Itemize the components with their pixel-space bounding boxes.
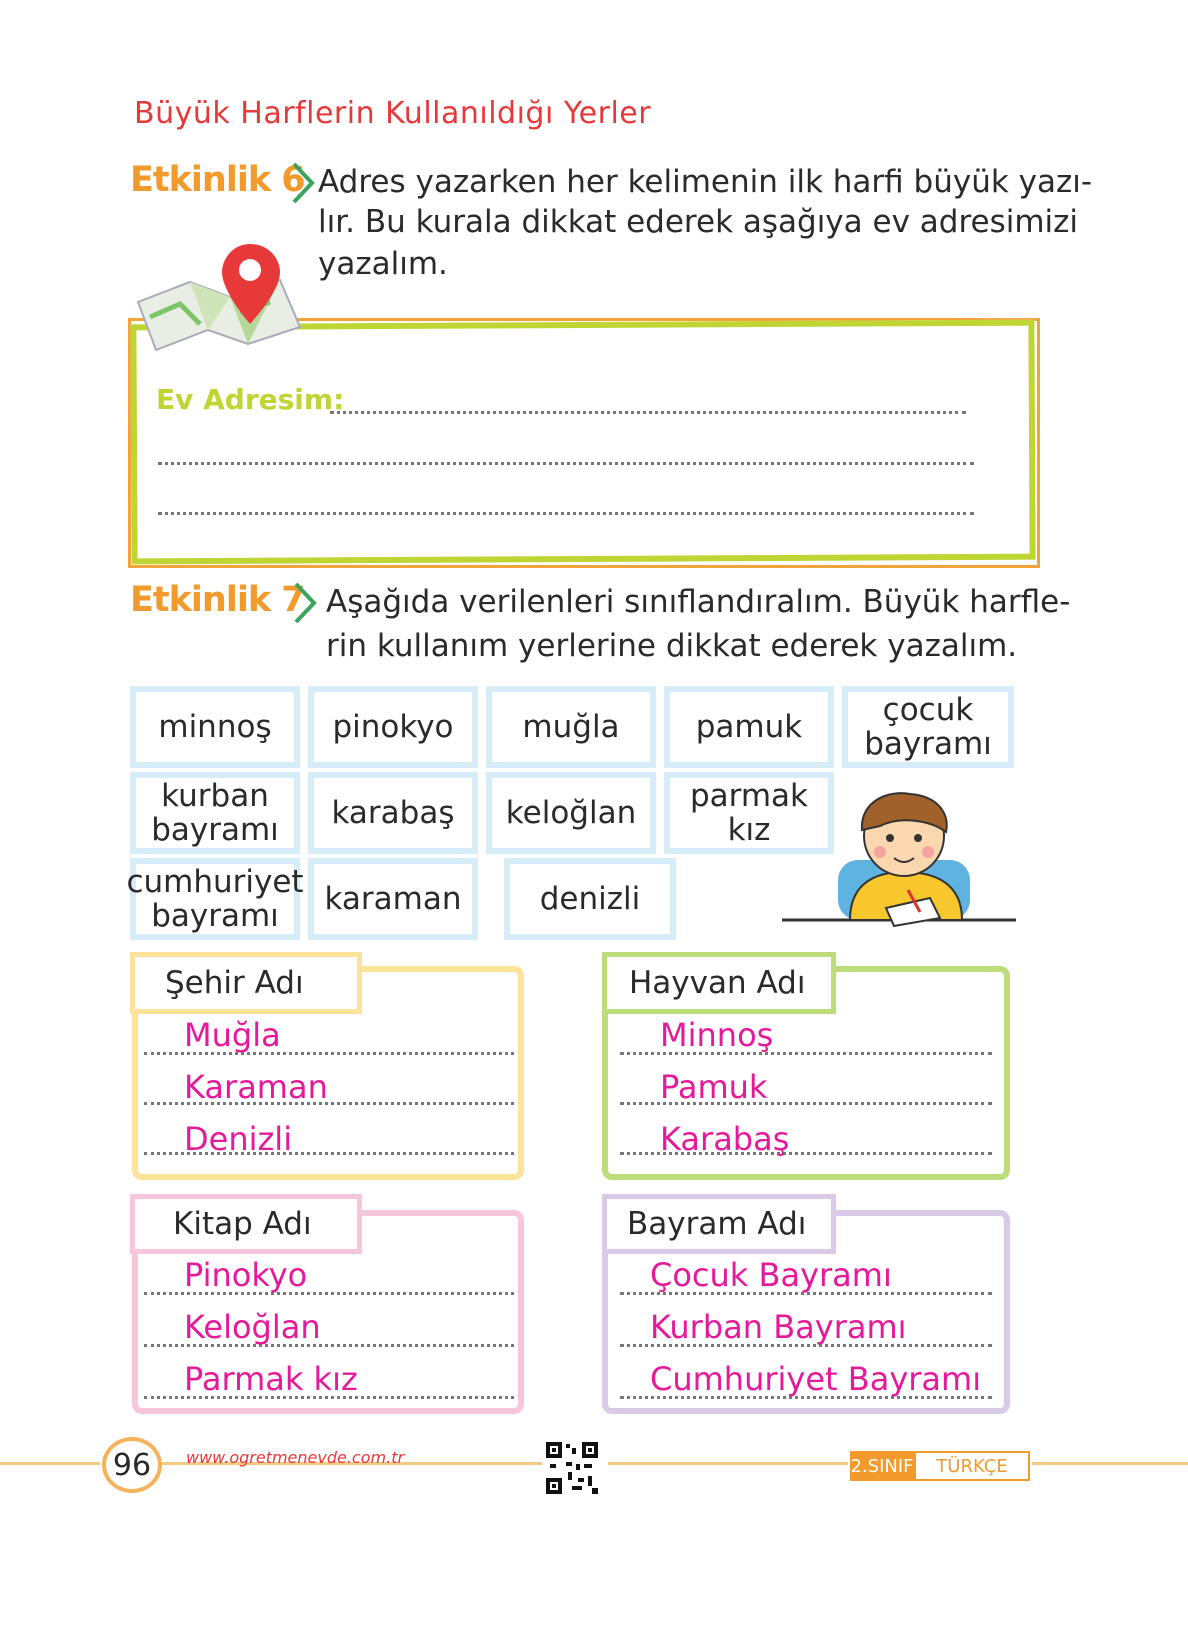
student-writing-illustration <box>780 780 1020 954</box>
class-badge: 2.SINIF <box>850 1451 914 1481</box>
answer-text: Keloğlan <box>184 1308 321 1346</box>
word-tile: karabaş <box>308 772 478 854</box>
footer-rule <box>0 1462 100 1465</box>
word-tile: keloğlan <box>486 772 656 854</box>
answer-text: Minnoş <box>660 1016 774 1054</box>
address-line-3[interactable] <box>158 512 974 515</box>
word-tile: pamuk <box>664 686 834 768</box>
chevron-right-icon <box>292 580 318 634</box>
footer-url[interactable]: www.ogretmenevde.com.tr <box>186 1448 405 1467</box>
answer-text: Karabaş <box>660 1120 790 1158</box>
map-pin-icon <box>130 232 310 366</box>
word-tile: kurban bayramı <box>130 772 300 854</box>
address-label: Ev Adresim: <box>156 383 345 416</box>
footer-rule <box>1032 1462 1188 1465</box>
category-title-book: Kitap Adı <box>130 1194 362 1254</box>
category-title-city: Şehir Adı <box>130 952 362 1014</box>
word-tile: çocuk bayramı <box>842 686 1014 768</box>
word-tile: muğla <box>486 686 656 768</box>
address-line-1[interactable] <box>330 411 966 414</box>
category-title-holiday: Bayram Adı <box>602 1194 836 1254</box>
answer-text: Pinokyo <box>184 1256 308 1294</box>
answer-text: Muğla <box>184 1016 281 1054</box>
answer-text: Denizli <box>184 1120 293 1158</box>
chevron-right-icon <box>290 160 316 214</box>
footer-rule <box>608 1462 848 1465</box>
word-tile: pinokyo <box>308 686 478 768</box>
qr-code-icon[interactable] <box>544 1440 600 1500</box>
activity-7-instruction-line-1: Aşağıda verilenleri sınıflandıralım. Büyük harfle- <box>326 584 1071 620</box>
subject-badge: TÜRKÇE <box>914 1451 1030 1481</box>
activity-7-instruction-line-2: rin kullanım yerlerine dikkat ederek yazalım. <box>326 628 1018 664</box>
word-tile: parmak kız <box>664 772 834 854</box>
address-line-2[interactable] <box>158 462 974 465</box>
word-tile: karaman <box>308 858 478 940</box>
answer-text: Karaman <box>184 1068 328 1106</box>
activity-6-label: Etkinlik 6 <box>130 160 305 200</box>
page-number: 96 <box>102 1437 162 1493</box>
activity-6-instruction-line-1: Adres yazarken her kelimenin ilk harfi büyük yazı- <box>318 164 1093 200</box>
category-title-animal: Hayvan Adı <box>602 952 836 1014</box>
answer-text: Kurban Bayramı <box>650 1308 907 1346</box>
answer-text: Çocuk Bayramı <box>650 1256 892 1294</box>
activity-6-instruction-line-2: lır. Bu kurala dikkat ederek aşağıya ev adresimizi <box>318 204 1079 240</box>
activity-7-label: Etkinlik 7 <box>130 580 305 620</box>
answer-text: Parmak kız <box>184 1360 358 1398</box>
answer-text: Pamuk <box>660 1068 768 1106</box>
word-tile: cumhuriyet bayramı <box>130 858 300 940</box>
section-title: Büyük Harflerin Kullanıldığı Yerler <box>134 96 652 131</box>
word-tile: denizli <box>504 858 676 940</box>
activity-6-instruction-line-3: yazalım. <box>318 246 448 282</box>
answer-text: Cumhuriyet Bayramı <box>650 1360 982 1398</box>
word-tile: minnoş <box>130 686 300 768</box>
